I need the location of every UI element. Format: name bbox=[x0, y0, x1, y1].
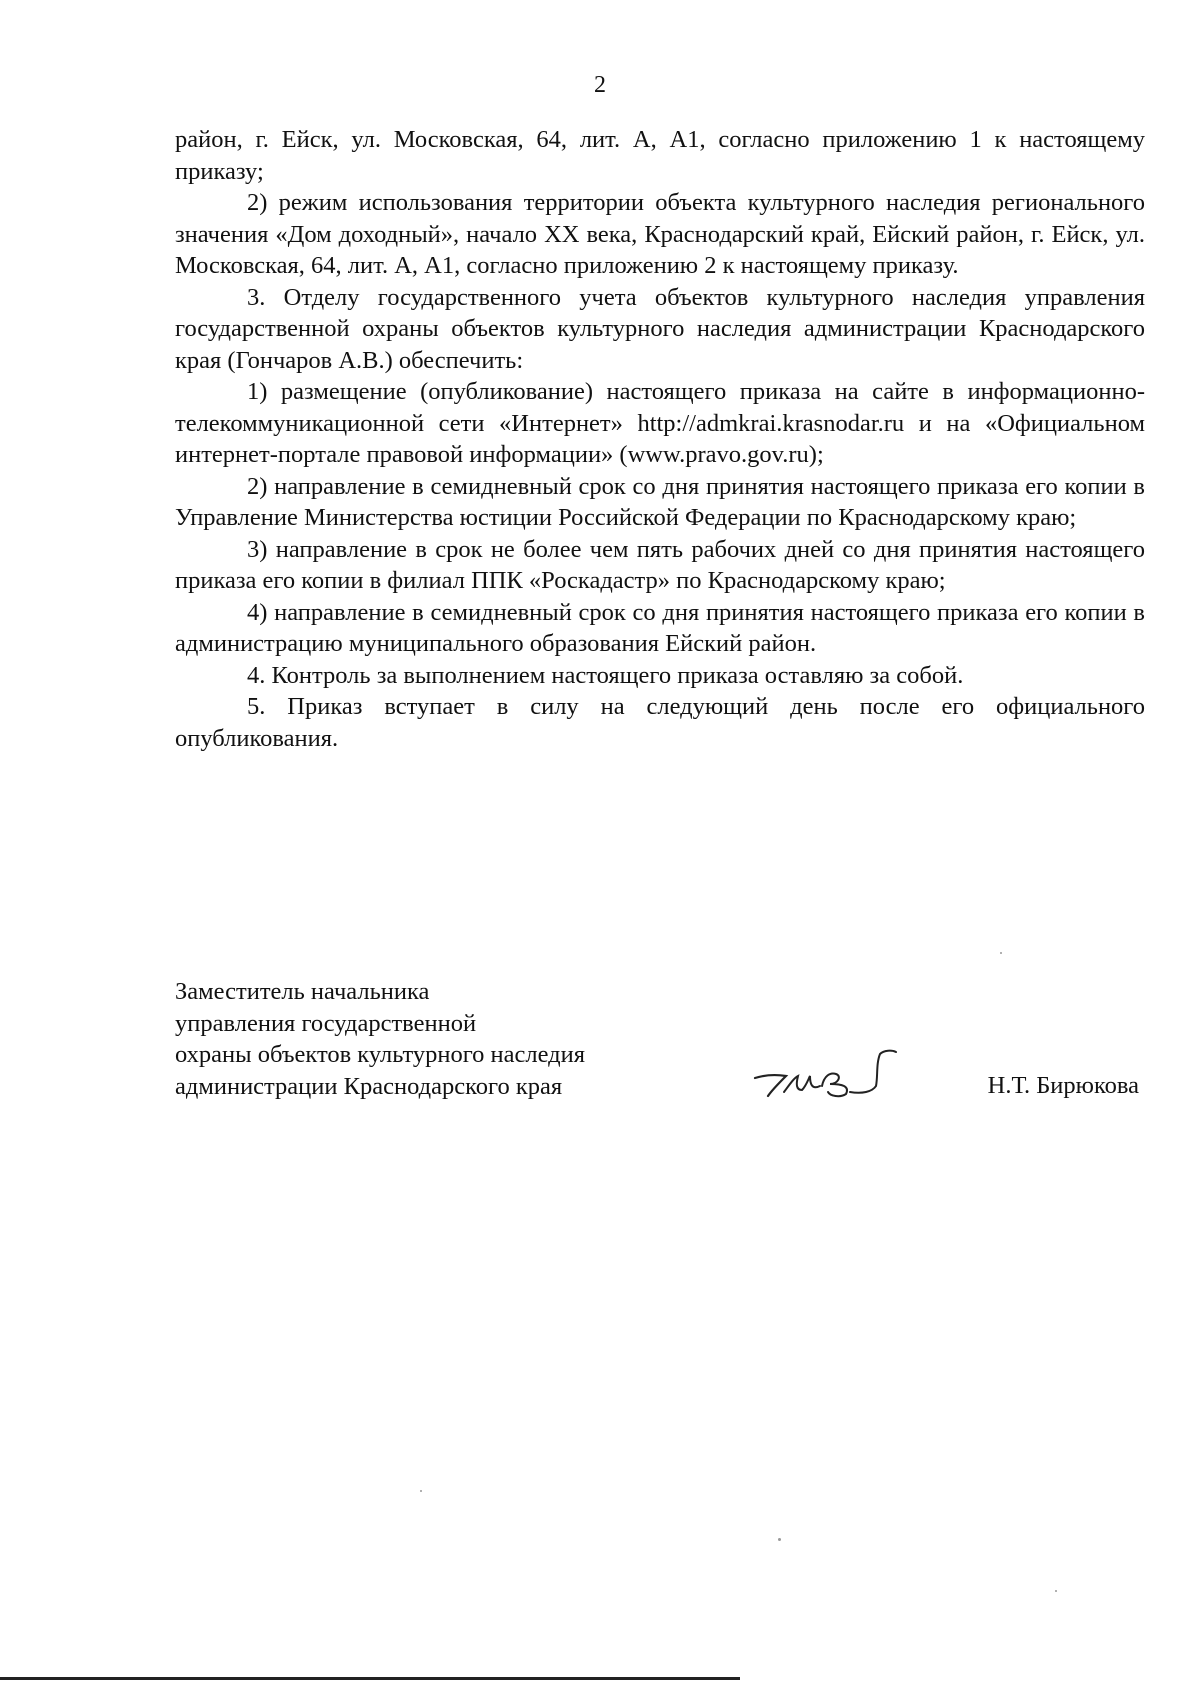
paragraph-item-4-control: 4. Контроль за выполнением настоящего приказа оставляю за собой. bbox=[247, 661, 964, 689]
page-number: 2 bbox=[594, 72, 606, 98]
scan-speck bbox=[778, 1538, 781, 1541]
paragraph-address-continuation: район, г. Ейск, ул. Московская, 64, лит. А, А1, согласно приложению 1 к настоящему приказу; bbox=[175, 126, 1145, 185]
paragraph-item-3: 3. Отделу государственного учета объектов культурного наследия управления государственной охраны объектов культурного наследия администрации Краснодарского края (Гончаров А.В.) обеспечить: bbox=[175, 283, 1145, 374]
scan-speck bbox=[420, 1490, 422, 1492]
paragraph-item-5-effect: 5. Приказ вступает в силу на следующий день после его официального опубликования. bbox=[175, 693, 1145, 752]
paragraph-ministry-justice: 2) направление в семидневный срок со дня принятия настоящего приказа его копии в Управление Министерства юстиции Российской Федерации по Краснодарскому краю; bbox=[175, 472, 1145, 531]
paragraph-municipality: 4) направление в семидневный срок со дня принятия настоящего приказа его копии в администрацию муниципального образования Ейский район. bbox=[175, 598, 1145, 657]
signature-block bbox=[175, 976, 1145, 1116]
signatory-title-line: Заместитель начальника bbox=[175, 978, 430, 1005]
signatory-title-line: управления государственной bbox=[175, 1009, 477, 1037]
scan-speck bbox=[1055, 1590, 1057, 1592]
scan-speck bbox=[1000, 952, 1002, 954]
paragraph-publication: 1) размещение (опубликование) настоящего приказа на сайте в информационно-телекоммуникационной сети «Интернет» http://admkrai.krasnodar.ru и на «Официальном интернет-портале правовой информации» (www.pravo.gov.ru); bbox=[175, 378, 1145, 468]
signatory-title bbox=[175, 976, 585, 1102]
paragraph-roskadastr: 3) направление в срок не более чем пять рабочих дней со дня принятия настоящего приказа его копии в филиал ППК «Роскадастр» по Краснодарскому краю; bbox=[175, 535, 1145, 594]
scan-edge-line bbox=[0, 1677, 740, 1680]
signatory-title-line: администрации Краснодарского края bbox=[175, 1072, 563, 1100]
document-body bbox=[175, 124, 1145, 754]
signatory-name: Н.Т. Бирюкова bbox=[987, 1072, 1139, 1099]
signatory-title-line: охраны объектов культурного наследия bbox=[175, 1041, 586, 1068]
handwritten-signature bbox=[750, 1046, 900, 1102]
paragraph-usage-regime: 2) режим использования территории объекта культурного наследия регионального значения «Дом доходный», начало XX века, Краснодарский край, Ейский район, г. Ейск, ул. Московская, 64, лит. А, А1, согласно приложению 2 к настоящему приказу. bbox=[175, 189, 1145, 279]
